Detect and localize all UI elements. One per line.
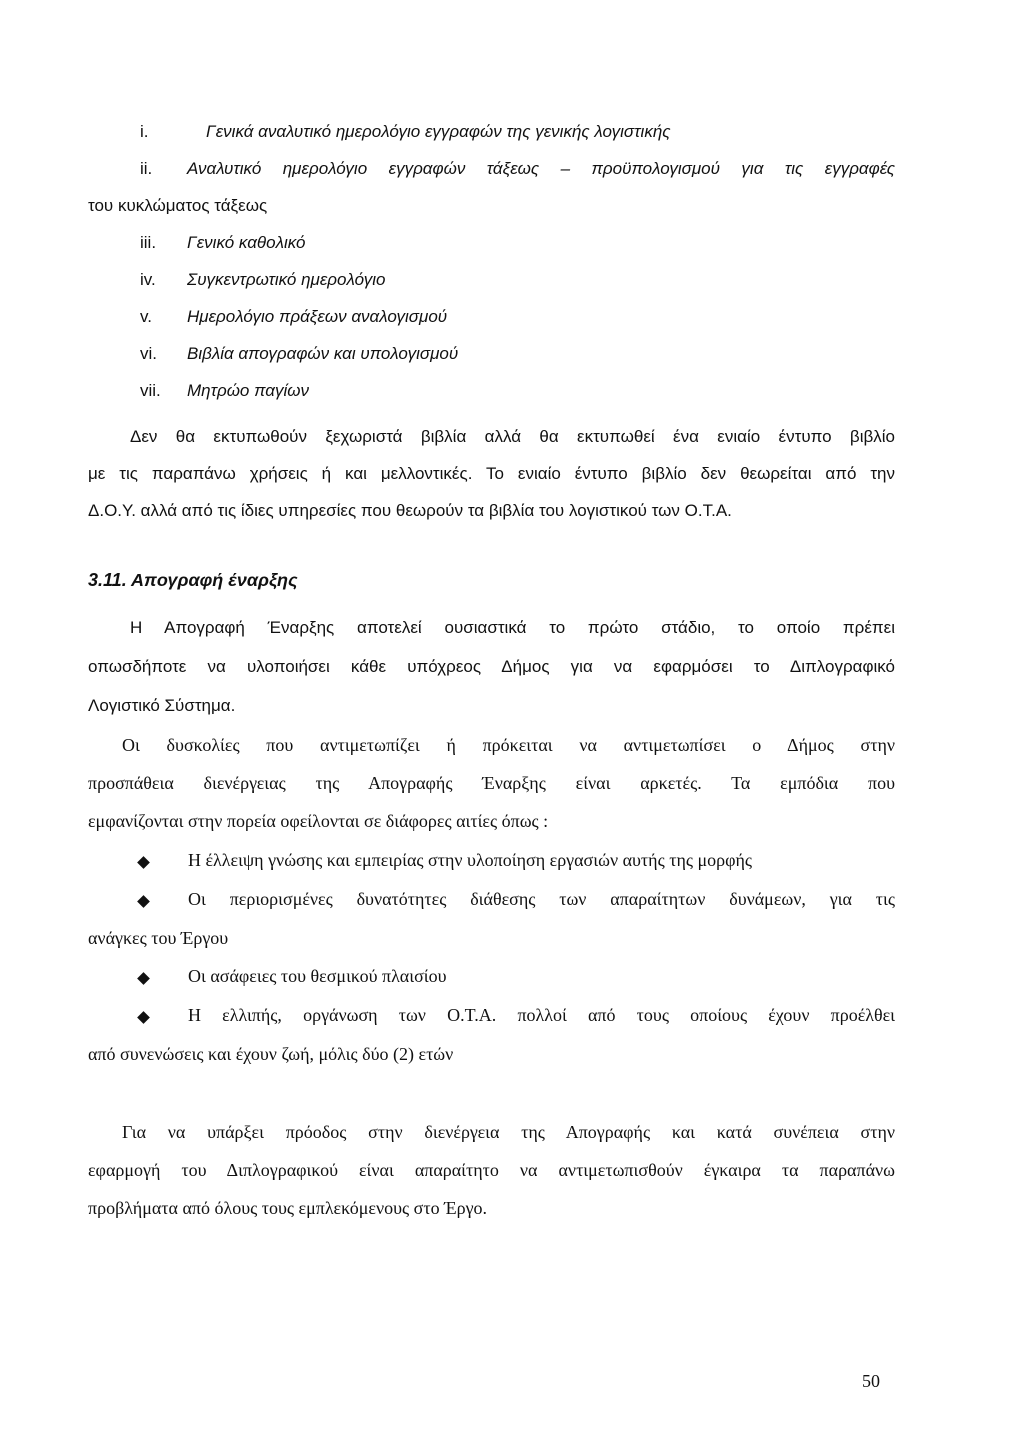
list-item-continuation: του κυκλώματος τάξεως	[88, 196, 268, 215]
diamond-bullet-icon	[137, 856, 150, 869]
bullet-item: Οι περιορισμένες δυνατότητες διάθεσης των απαραίτητων δυνάμεων, για τις	[188, 889, 895, 909]
list-item: Γενικό καθολικό	[187, 233, 306, 252]
paragraph-line: Η Απογραφή Έναρξης αποτελεί ουσιαστικά το πρώτο στάδιο, το οποίο πρέπει	[130, 618, 895, 637]
list-numeral: vi.	[140, 344, 157, 363]
page-number: 50	[862, 1371, 880, 1391]
list-numeral: iii.	[140, 233, 157, 252]
list-item: Βιβλία απογραφών και υπολογισμού	[187, 344, 459, 363]
list-numeral: ii.	[140, 159, 153, 178]
diamond-bullet-icon	[137, 895, 150, 908]
list-numeral: i.	[140, 122, 149, 141]
section-title: Απογραφή έναρξης	[131, 570, 298, 590]
paragraph-line: προβλήματα από όλους τους εμπλεκόμενους στο Έργο.	[88, 1198, 488, 1218]
section-number: 3.11.	[88, 570, 127, 590]
diamond-bullet-icon	[137, 972, 150, 985]
list-item: Αναλυτικό ημερολόγιο εγγραφών τάξεως – προϋπολογισμού για τις εγγραφές	[187, 159, 895, 178]
bullet-item: Η έλλειψη γνώσης και εμπειρίας στην υλοποίηση εργασιών αυτής της μορφής	[188, 850, 753, 870]
list-item: Συγκεντρωτικό ημερολόγιο	[187, 270, 386, 289]
paragraph-line: εφαρμογή του Διπλογραφικού είναι απαραίτητο να αντιμετωπισθούν έγκαιρα τα παραπάνω	[88, 1160, 895, 1180]
paragraph-line: Για να υπάρξει πρόοδος στην διενέργεια της Απογραφής και κατά συνέπεια στην	[122, 1122, 895, 1142]
paragraph-line: Οι δυσκολίες που αντιμετωπίζει ή πρόκειται να αντιμετωπίσει ο Δήμος στην	[122, 735, 895, 755]
bullet-item: Η ελλιπής, οργάνωση των Ο.Τ.Α. πολλοί από τους οποίους έχουν προέλθει	[188, 1005, 895, 1025]
paragraph-line: με τις παραπάνω χρήσεις ή και μελλοντικές. Το ενιαίο έντυπο βιβλίο δεν θεωρείται από την	[88, 464, 895, 483]
section-heading	[88, 570, 298, 591]
bullet-item-continuation: ανάγκες του Έργου	[88, 928, 229, 948]
paragraph-line: Δ.Ο.Υ. αλλά από τις ίδιες υπηρεσίες που θεωρούν τα βιβλία του λογιστικού των Ο.Τ.Α.	[88, 501, 732, 520]
paragraph-line: οπωσδήποτε να υλοποιήσει κάθε υπόχρεος Δήμος για να εφαρμόσει το Διπλογραφικό	[88, 657, 895, 676]
diamond-bullet-icon	[137, 1011, 150, 1024]
paragraph-line: Λογιστικό Σύστημα.	[88, 696, 236, 715]
paragraph-line: Δεν θα εκτυπωθούν ξεχωριστά βιβλία αλλά θα εκτυπωθεί ένα ενιαίο έντυπο βιβλίο	[130, 427, 895, 446]
paragraph-line: προσπάθεια διενέργειας της Απογραφής Έναρξης είναι αρκετές. Τα εμπόδια που	[88, 773, 895, 793]
list-item: Ημερολόγιο πράξεων αναλογισμού	[187, 307, 448, 326]
list-item: Γενικά αναλυτικό ημερολόγιο εγγραφών της γενικής λογιστικής	[206, 122, 671, 141]
list-item: Μητρώο παγίων	[187, 381, 309, 400]
bullet-item-continuation: από συνενώσεις και έχουν ζωή, μόλις δύο (2) ετών	[88, 1044, 454, 1064]
list-numeral: vii.	[140, 381, 161, 400]
list-numeral: iv.	[140, 270, 156, 289]
paragraph-line: εμφανίζονται στην πορεία οφείλονται σε διάφορες αιτίες όπως :	[88, 811, 549, 831]
list-numeral: v.	[140, 307, 152, 326]
bullet-item: Οι ασάφειες του θεσμικού πλαισίου	[188, 966, 447, 986]
